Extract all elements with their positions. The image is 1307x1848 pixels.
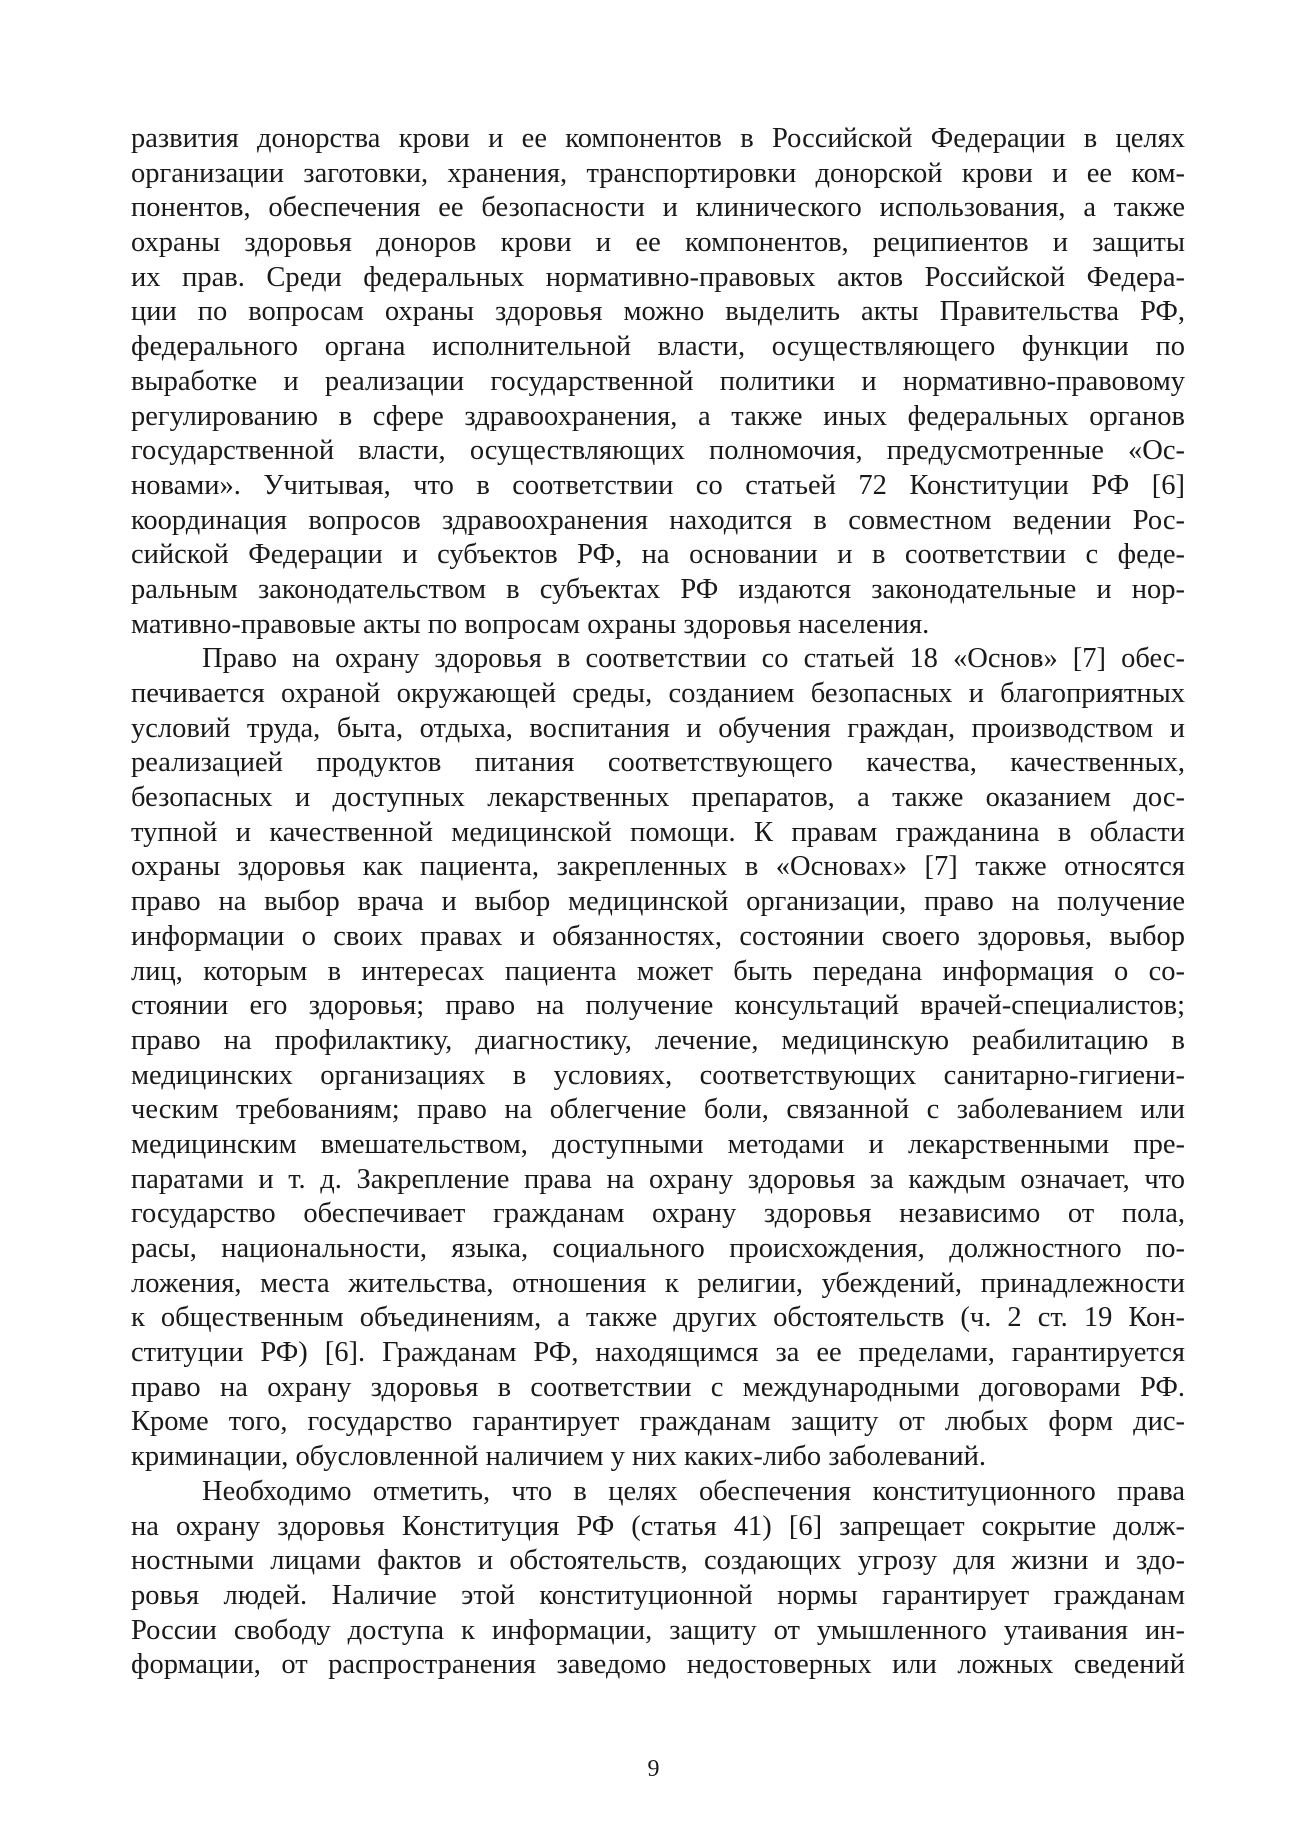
text-line: ческим требованиям; право на облегчение боли, связанной с заболеванием или (131, 1094, 1185, 1126)
text-line: России свободу доступа к информации, защиту от умышленного утаивания ин- (131, 1614, 1185, 1646)
body-text (131, 122, 1185, 1683)
text-line: выработке и реализации государственной политики и нормативно-правовому (131, 365, 1185, 397)
text-line: государство обеспечивает гражданам охрану здоровья независимо от пола, (131, 1198, 1185, 1230)
text-line: право на профилактику, диагностику, лечение, медицинскую реабилитацию в (131, 1024, 1185, 1056)
text-line: право на охрану здоровья в соответствии с международными договорами РФ. (131, 1371, 1185, 1403)
text-line: условий труда, быта, отдыха, воспитания и обучения граждан, производством и (131, 712, 1185, 744)
page-number: 9 (647, 1756, 660, 1782)
text-line: лиц, которым в интересах пациента может быть передана информация о со- (131, 955, 1185, 987)
text-line: новами». Учитывая, что в соответствии со статьей 72 Конституции РФ [6] (131, 469, 1185, 501)
text-line: ституции РФ) [6]. Гражданам РФ, находящимся за ее пределами, гарантируется (131, 1337, 1185, 1369)
text-line: медицинских организациях в условиях, соответствующих санитарно-гигиени- (131, 1059, 1185, 1091)
text-line: сийской Федерации и субъектов РФ, на основании и в соответствии с феде- (131, 539, 1185, 571)
text-line: Кроме того, государство гарантирует гражданам защиту от любых форм дис- (131, 1406, 1185, 1438)
text-line: паратами и т. д. Закрепление права на охрану здоровья за каждым означает, что (131, 1163, 1185, 1195)
text-line: регулированию в сфере здравоохранения, а также иных федеральных органов (131, 400, 1185, 432)
text-line: к общественным объединениям, а также других обстоятельств (ч. 2 ст. 19 Кон- (131, 1302, 1185, 1334)
text-line: тупной и качественной медицинской помощи. К правам гражданина в области (131, 816, 1185, 848)
text-line: на охрану здоровья Конституция РФ (статья 41) [6] запрещает сокрытие долж- (131, 1510, 1185, 1542)
text-line: стоянии его здоровья; право на получение консультаций врачей-специалистов; (131, 990, 1185, 1022)
text-line: формации, от распространения заведомо недостоверных или ложных сведений (131, 1649, 1185, 1681)
text-line: организации заготовки, хранения, транспортировки донорской крови и ее ком- (131, 157, 1185, 189)
text-line: координация вопросов здравоохранения находится в совместном ведении Рос- (131, 504, 1185, 536)
text-line: ции по вопросам охраны здоровья можно выделить акты Правительства РФ, (131, 296, 1185, 328)
text-line: понентов, обеспечения ее безопасности и клинического использования, а также (131, 192, 1185, 224)
text-line: ровья людей. Наличие этой конституционной нормы гарантирует гражданам (131, 1579, 1185, 1611)
text-line: расы, национальности, языка, социального происхождения, должностного по- (131, 1233, 1185, 1264)
text-line: их прав. Среди федеральных нормативно-правовых актов Российской Федера- (131, 261, 1185, 293)
paragraph-last-line: мативно-правовые акты по вопросам охраны здоровья населения. (131, 608, 930, 640)
text-line: печивается охраной окружающей среды, созданием безопасных и благоприятных (131, 678, 1185, 709)
text-line: охраны здоровья доноров крови и ее компонентов, реципиентов и защиты (131, 227, 1185, 259)
text-line: безопасных и доступных лекарственных препаратов, а также оказанием дос- (131, 782, 1185, 814)
text-line: охраны здоровья как пациента, закрепленных в «Основах» [7] также относятся (131, 851, 1185, 883)
text-line: ностными лицами фактов и обстоятельств, создающих угрозу для жизни и здо- (131, 1545, 1185, 1577)
text-line: ложения, места жительства, отношения к религии, убеждений, принадлежности (131, 1267, 1185, 1299)
paragraph-last-line: криминации, обусловленной наличием у них каких-либо заболеваний. (131, 1441, 986, 1473)
text-line: федерального органа исполнительной власти, осуществляющего функции по (131, 331, 1185, 363)
text-line: ральным законодательством в субъектах РФ издаются законодательные и нор- (131, 573, 1185, 605)
text-line: право на выбор врача и выбор медицинской организации, право на получение (131, 886, 1185, 918)
text-line: развития донорства крови и ее компонентов в Российской Федерации в целях (131, 123, 1185, 154)
text-line: медицинским вмешательством, доступными методами и лекарственными пре- (131, 1128, 1185, 1160)
text-line: реализацией продуктов питания соответствующего качества, качественных, (131, 747, 1185, 779)
paragraph-first-line: Необходимо отметить, что в целях обеспечения конституционного права (202, 1475, 1185, 1507)
paragraph-first-line: Право на охрану здоровья в соответствии со статьей 18 «Основ» [7] обес- (202, 643, 1185, 675)
text-line: государственной власти, осуществляющих полномочия, предусмотренные «Ос- (131, 435, 1185, 467)
text-line: информации о своих правах и обязанностях, состоянии своего здоровья, выбор (131, 920, 1185, 952)
